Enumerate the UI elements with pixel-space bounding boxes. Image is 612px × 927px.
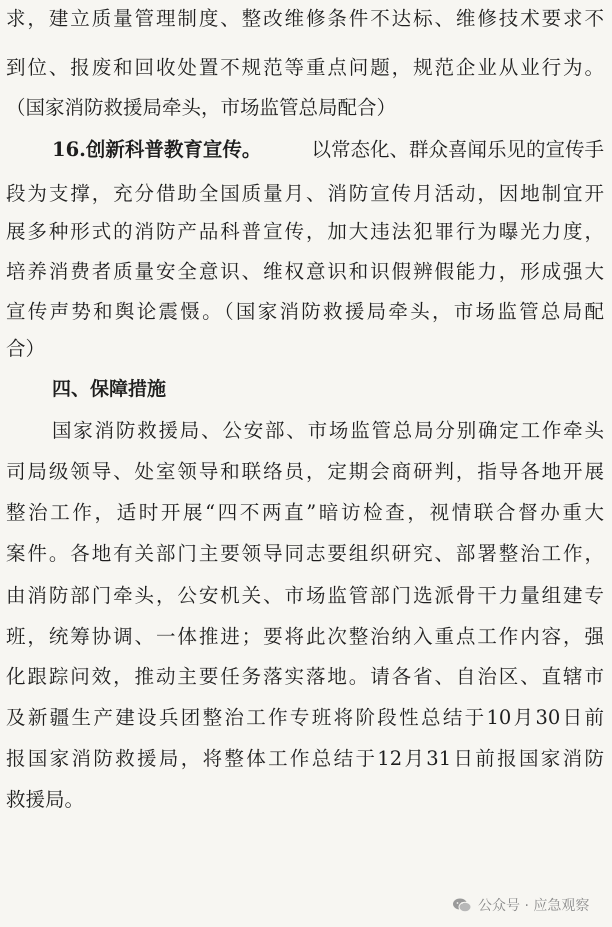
paragraph-line: 段为支撑，充分借助全国质量月、消防宣传月活动，因地制宜开 xyxy=(6,182,604,205)
paragraph-line: 班，统筹协调、一体推进；要将此次整治纳入重点工作内容，强 xyxy=(6,625,604,648)
paragraph-line: 整治工作，适时开展“四不两直”暗访检查，视情联合督办重大 xyxy=(6,501,604,524)
paragraph-line: 宣传声势和舆论震慑。（国家消防救援局牵头，市场监管总局配 xyxy=(6,300,604,323)
paragraph-line: 国家消防救援局、公安部、市场监管总局分别确定工作牵头 xyxy=(52,419,604,442)
item16-title: 16.创新科普教育宣传。 xyxy=(52,138,262,161)
paragraph-line: 到位、报废和回收处置不规范等重点问题，规范企业从业行为。 xyxy=(6,56,604,79)
paragraph-line: 及新疆生产建设兵团整治工作专班将阶段性总结于10月30日前 xyxy=(6,706,604,729)
paragraph-line: 救援局。 xyxy=(6,788,85,811)
paragraph-line: 求，建立质量管理制度、整改维修条件不达标、维修技术要求不 xyxy=(6,7,604,30)
paragraph-line: 化跟踪问效，推动主要任务落实落地。请各省、自治区、直辖市 xyxy=(6,665,604,688)
wechat-icon xyxy=(452,897,472,913)
paragraph-line: （国家消防救援局牵头，市场监管总局配合） xyxy=(6,96,397,119)
paragraph-line: 合） xyxy=(6,337,46,360)
paragraph-line: 案件。各地有关部门主要领导同志要组织研究、部署整治工作， xyxy=(6,542,604,565)
paragraph-line: 由消防部门牵头，公安机关、市场监管部门选派骨干力量组建专 xyxy=(6,584,604,607)
item16-first-line-rest: 以常态化、群众喜闻乐见的宣传手 xyxy=(311,138,604,161)
paragraph-line: 报国家消防救援局，将整体工作总结于12月31日前报国家消防 xyxy=(6,747,604,770)
paragraph-line: 培养消费者质量安全意识、维权意识和识假辨假能力，形成强大 xyxy=(6,260,604,283)
paragraph-line: 展多种形式的消防产品科普宣传，加大违法犯罪行为曝光力度， xyxy=(6,220,604,243)
paragraph-line: 司局级领导、处室领导和联络员，定期会商研判，指导各地开展 xyxy=(6,460,604,483)
watermark-text: 公众号 · 应急观察 xyxy=(478,898,590,914)
section-heading: 四、保障措施 xyxy=(52,378,167,400)
wechat-watermark xyxy=(452,895,589,915)
item16-first-line xyxy=(52,139,604,161)
